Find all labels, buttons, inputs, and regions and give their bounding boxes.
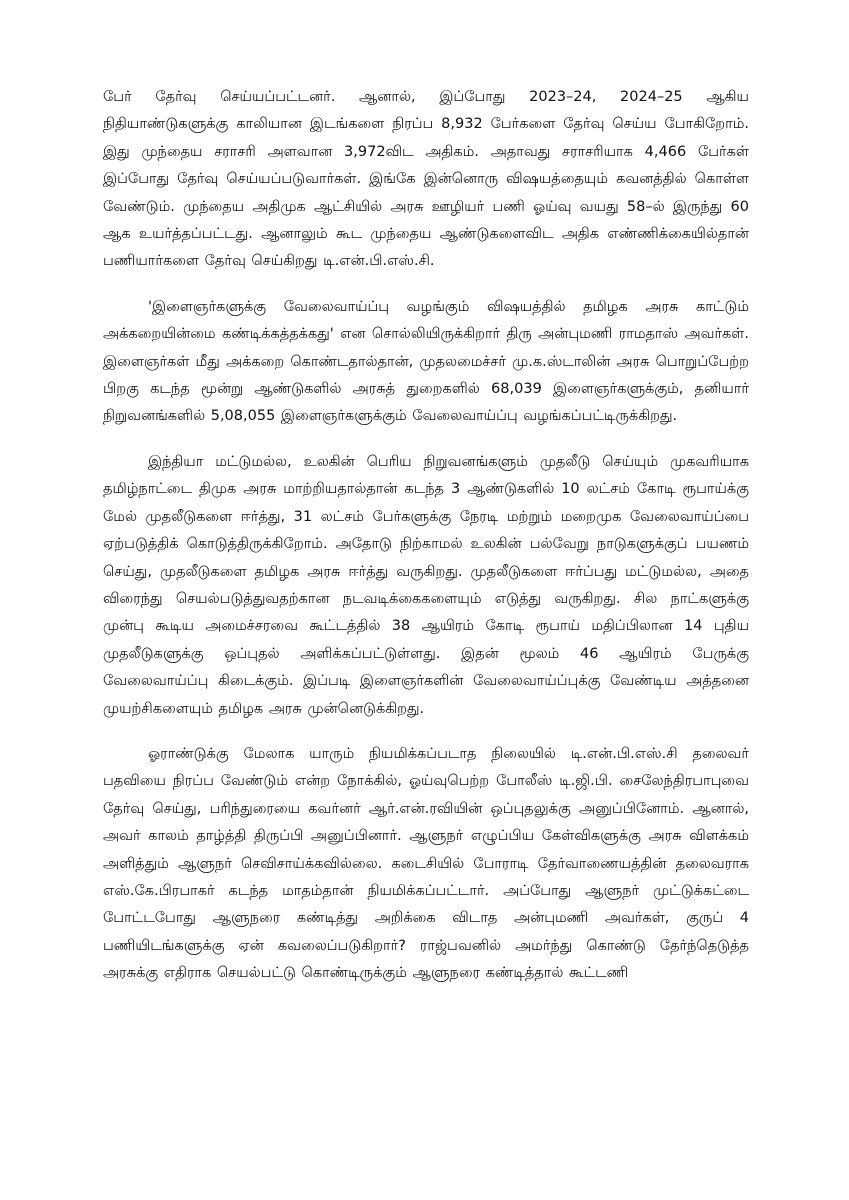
paragraph-3: இந்தியா மட்டுமல்ல, உலகின் பெரிய நிறுவனங்களும் முதலீடு செய்யும் முகவரியாக தமிழ்நாட்டை திமுக அரசு மாற்றியதால்தான் கடந்த 3 ஆண்டுகளில் 10 லட்சம் கோடி ரூபாய்க்கு மேல் முதலீடுகளை ஈர்த்து, 31 லட்சம் பேர்களுக்கு நேரடி மற்றும் மறைமுக வேலைவாய்ப்பை ஏற்படுத்திக் கொடுத்திருக்கிறோம். அதோடு நிற்காமல் உலகின் பல்வேறு நாடுகளுக்குப் பயணம் செய்து, முதலீடுகளை தமிழக அரசு ஈர்த்து வருகிறது. முதலீடுகளை ஈர்ப்பது மட்டுமல்ல, அதை விரைந்து செயல்படுத்துவதற்கான நடவடிக்கைகளையும் எடுத்து வருகிறது. சில நாட்களுக்கு முன்பு கூடிய அமைச்சரவை கூட்டத்தில் 38 ஆயிரம் கோடி ரூபாய் மதிப்பிலான 14 புதிய முதலீடுகளுக்கு ஒப்புதல் அளிக்கப்பட்டுள்ளது. இதன் மூலம் 46 ஆயிரம் பேருக்கு வேலைவாய்ப்பு கிடைக்கும். இப்படி இளைஞர்களின் வேலைவாய்ப்புக்கு வேண்டிய அத்தனை முயற்சிகளையும் தமிழக அரசு முன்னெடுக்கிறது. (103, 453, 749, 717)
paragraph-4: ஓராண்டுக்கு மேலாக யாரும் நியமிக்கப்படாத நிலையில் டி.என்.பி.எஸ்.சி தலைவர் பதவியை நிரப்ப வேண்டும் என்ற நோக்கில், ஓய்வுபெற்ற போலீஸ் டி.ஜி.பி. சைலேந்திரபாபுவை தேர்வு செய்து, பரிந்துரையை கவர்னர் ஆர்.என்.ரவியின் ஒப்புதலுக்கு அனுப்பினோம். ஆனால், அவர் காலம் தாழ்த்தி திருப்பி அனுப்பினார். ஆளுநர் எழுப்பிய கேள்விகளுக்கு அரசு விளக்கம் அளித்தும் ஆளுநர் செவிசாய்க்கவில்லை. கடைசியில் போராடி தேர்வாணையத்தின் தலைவராக எஸ்.கே.பிரபாகர் கடந்த மாதம்தான் நியமிக்கப்பட்டார். அப்போது ஆளுநர் முட்டுக்கட்டை போட்டபோது ஆளுநரை கண்டித்து அறிக்கை விடாத அன்புமணி அவர்கள், குருப் 4 பணியிடங்களுக்கு ஏன் கவலைப்படுகிறார்? ராஜ்பவனில் அமர்ந்து கொண்டு தேர்ந்தெடுத்த அரசுக்கு எதிராக செயல்பட்டு கொண்டிருக்கும் ஆளுநரை கண்டித்தால் கூட்டணி (103, 745, 750, 982)
paragraph-2: 'இளைஞர்களுக்கு வேலைவாய்ப்பு வழங்கும் விஷயத்தில் தமிழக அரசு காட்டும் அக்கறையின்மை கண்டிக்கத்தக்கது' என சொல்லியிருக்கிறார் திரு அன்புமணி ராமதாஸ் அவர்கள். இளைஞர்கள் மீது அக்கறை கொண்டதால்தான், முதலமைச்சர் மு.க.ஸ்டாலின் அரசு பொறுப்பேற்ற பிறகு கடந்த மூன்று ஆண்டுகளில் அரசுத் துறைகளில் 68,039 இளைஞர்களுக்கும், தனியார் நிறுவனங்களில் 5,08,055 இளைஞர்களுக்கும் வேலைவாய்ப்பு வழங்கப்பட்டிருக்கிறது. (103, 298, 749, 425)
document-body (103, 84, 749, 1006)
paragraph-1: பேர் தேர்வு செய்யப்பட்டனர். ஆனால், இப்போது 2023–24, 2024–25 ஆகிய நிதியாண்டுகளுக்கு காலியான இடங்களை நிரப்ப 8,932 பேர்களை தேர்வு செய்ய போகிறோம். இது முந்தைய சராசரி அளவான 3,972விட அதிகம். அதாவது சராசரியாக 4,466 பேர்கள் இப்போது தேர்வு செய்யப்படுவார்கள். இங்கே இன்னொரு விஷயத்தையும் கவனத்தில் கொள்ள வேண்டும். முந்தைய அதிமுக ஆட்சியில் அரசு ஊழியர் பணி ஓய்வு வயது 58–ல் இருந்து 60 ஆக உயர்த்தப்பட்டது. ஆனாலும் கூட முந்தைய ஆண்டுகளைவிட அதிக எண்ணிக்கையில்தான் பணியார்களை தேர்வு செய்கிறது டி.என்.பி.எஸ்.சி. (103, 89, 749, 270)
